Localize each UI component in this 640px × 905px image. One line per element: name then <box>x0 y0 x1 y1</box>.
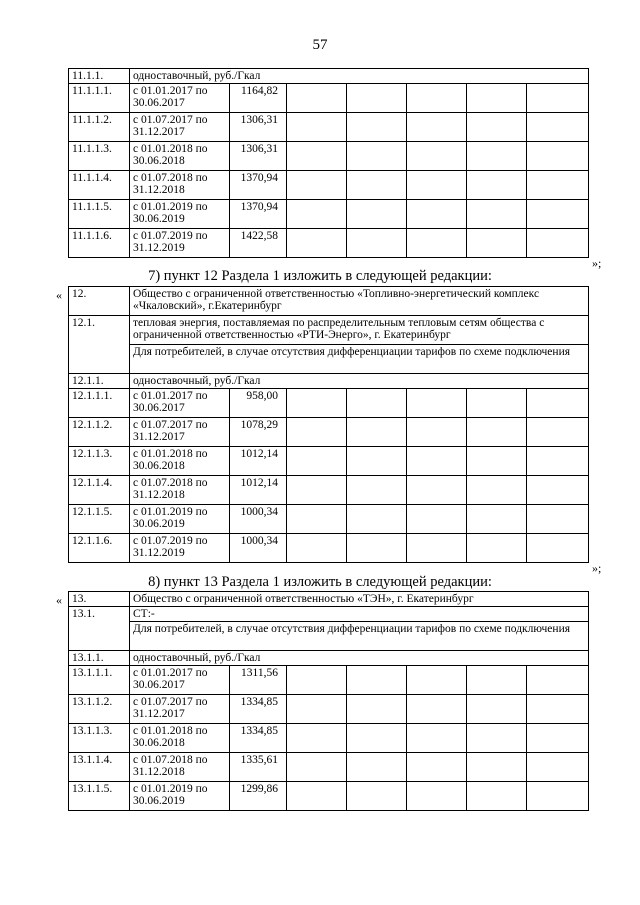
empty-cell <box>287 418 347 447</box>
empty-cell <box>347 113 407 142</box>
tariff-value: 1370,94 <box>230 200 287 229</box>
consumers-row <box>69 345 589 374</box>
empty-cell <box>287 534 347 563</box>
table-row <box>69 171 589 200</box>
empty-cell <box>527 753 589 782</box>
empty-cell <box>527 171 589 200</box>
period-cell: с 01.07.2017 по 31.12.2017 <box>130 113 230 142</box>
row-code: 11.1.1.5. <box>69 200 130 229</box>
empty-cell <box>347 782 407 811</box>
empty-cell <box>467 142 527 171</box>
row-code: 12. <box>69 287 130 316</box>
row-code: 13.1.1. <box>69 651 130 666</box>
tariff-value: 1335,61 <box>230 753 287 782</box>
empty-cell <box>287 505 347 534</box>
table-row <box>69 113 589 142</box>
empty-cell <box>287 84 347 113</box>
tariff-rows <box>69 84 589 258</box>
tariff-table-12 <box>68 286 589 563</box>
table-row <box>69 84 589 113</box>
organization-name: Общество с ограниченной ответственностью «Топливно-энергетический комплекс «Чкаловский», г.Екатеринбург <box>130 287 589 316</box>
row-code: 12.1.1. <box>69 374 130 389</box>
empty-cell <box>407 534 467 563</box>
empty-cell <box>467 389 527 418</box>
table-header-row <box>69 651 589 666</box>
tariff-type: одноставочный, руб./Гкал <box>130 651 589 666</box>
table-row <box>69 753 589 782</box>
empty-cell <box>467 476 527 505</box>
table-row <box>69 200 589 229</box>
row-code: 12.1.1.3. <box>69 447 130 476</box>
service-description: СТ:- <box>130 607 589 622</box>
empty-cell <box>527 476 589 505</box>
table-row <box>69 447 589 476</box>
consumers-row <box>69 622 589 651</box>
empty-cell <box>347 534 407 563</box>
tariff-value: 1306,31 <box>230 113 287 142</box>
empty-cell <box>407 666 467 695</box>
tariff-rows <box>69 389 589 563</box>
row-code: 12.1.1.5. <box>69 505 130 534</box>
table-header-row <box>69 374 589 389</box>
tariff-value: 1012,14 <box>230 476 287 505</box>
row-code: 13. <box>69 592 130 607</box>
table-row <box>69 666 589 695</box>
empty-cell <box>347 695 407 724</box>
tariff-value: 1000,34 <box>230 505 287 534</box>
empty-cell <box>407 229 467 258</box>
closing-quote: »; <box>592 256 602 270</box>
row-code: 11.1.1.6. <box>69 229 130 258</box>
tariff-value: 1012,14 <box>230 447 287 476</box>
empty-cell <box>527 389 589 418</box>
tariff-value: 958,00 <box>230 389 287 418</box>
period-cell: с 01.07.2018 по 31.12.2018 <box>130 171 230 200</box>
empty-cell <box>527 447 589 476</box>
row-code: 11.1.1.2. <box>69 113 130 142</box>
consumers-description: Для потребителей, в случае отсутствия дифференциации тарифов по схеме подключения <box>130 622 589 651</box>
tariff-value: 1311,56 <box>230 666 287 695</box>
empty-cell <box>407 476 467 505</box>
period-cell: с 01.01.2017 по 30.06.2017 <box>130 389 230 418</box>
row-code: 11.1.1. <box>69 69 130 84</box>
empty-cell <box>407 142 467 171</box>
empty-cell <box>527 142 589 171</box>
empty-cell <box>347 142 407 171</box>
empty-cell <box>527 695 589 724</box>
table-row <box>69 229 589 258</box>
tariff-rows <box>69 666 589 811</box>
empty-cell <box>467 418 527 447</box>
empty-cell <box>347 666 407 695</box>
empty-cell <box>347 724 407 753</box>
row-code: 13.1.1.4. <box>69 753 130 782</box>
tariff-value: 1334,85 <box>230 695 287 724</box>
empty-cell <box>467 534 527 563</box>
row-code: 12.1.1.2. <box>69 418 130 447</box>
tariff-table-11 <box>68 68 589 258</box>
empty-cell <box>287 447 347 476</box>
empty-cell <box>407 113 467 142</box>
empty-cell <box>407 200 467 229</box>
empty-cell <box>407 171 467 200</box>
period-cell: с 01.01.2019 по 30.06.2019 <box>130 200 230 229</box>
table-row <box>69 782 589 811</box>
empty-cell <box>287 724 347 753</box>
empty-cell <box>347 418 407 447</box>
period-cell: с 01.01.2018 по 30.06.2018 <box>130 724 230 753</box>
organization-row <box>69 592 589 607</box>
period-cell: с 01.01.2018 по 30.06.2018 <box>130 142 230 171</box>
section-8-heading: 8) пункт 13 Раздела 1 изложить в следующей редакции: <box>148 574 492 590</box>
tariff-type: одноставочный, руб./Гкал <box>130 69 589 84</box>
empty-cell <box>527 782 589 811</box>
empty-cell <box>467 113 527 142</box>
tariff-value: 1078,29 <box>230 418 287 447</box>
table-row <box>69 418 589 447</box>
empty-cell <box>347 505 407 534</box>
period-cell: с 01.07.2017 по 31.12.2017 <box>130 418 230 447</box>
empty-cell <box>467 447 527 476</box>
organization-name: Общество с ограниченной ответственностью «ТЭН», г. Екатеринбург <box>130 592 589 607</box>
row-code: 11.1.1.1. <box>69 84 130 113</box>
empty-cell <box>287 476 347 505</box>
empty-cell <box>407 447 467 476</box>
empty-cell <box>527 666 589 695</box>
tariff-value: 1164,82 <box>230 84 287 113</box>
empty-cell <box>467 666 527 695</box>
row-code: 12.1.1.4. <box>69 476 130 505</box>
organization-row <box>69 287 589 316</box>
period-cell: с 01.01.2017 по 30.06.2017 <box>130 84 230 113</box>
empty-cell <box>347 476 407 505</box>
table-row <box>69 476 589 505</box>
empty-cell <box>527 84 589 113</box>
empty-cell <box>407 389 467 418</box>
empty-cell <box>347 171 407 200</box>
empty-cell <box>467 695 527 724</box>
empty-cell <box>287 142 347 171</box>
row-code: 11.1.1.4. <box>69 171 130 200</box>
tariff-value: 1306,31 <box>230 142 287 171</box>
empty-cell <box>467 782 527 811</box>
closing-quote: »; <box>592 561 602 575</box>
table-header-row <box>69 69 589 84</box>
tariff-table-13 <box>68 591 589 811</box>
empty-cell <box>467 171 527 200</box>
empty-cell <box>287 200 347 229</box>
service-description: тепловая энергия, поставляемая по распределительным тепловым сетям общества с ограниченной ответственностью «РТИ-Энерго», г. Екатеринбург <box>130 316 589 345</box>
empty-cell <box>407 782 467 811</box>
period-cell: с 01.07.2018 по 31.12.2018 <box>130 476 230 505</box>
empty-cell <box>527 418 589 447</box>
empty-cell <box>467 724 527 753</box>
tariff-value: 1334,85 <box>230 724 287 753</box>
empty-cell <box>527 200 589 229</box>
empty-cell <box>347 753 407 782</box>
row-code: 11.1.1.3. <box>69 142 130 171</box>
empty-cell <box>407 753 467 782</box>
empty-cell <box>467 229 527 258</box>
empty-cell <box>407 505 467 534</box>
service-row <box>69 316 589 345</box>
table-row <box>69 505 589 534</box>
empty-cell <box>467 505 527 534</box>
row-code: 12.1. <box>69 316 130 374</box>
empty-cell <box>527 534 589 563</box>
empty-cell <box>347 200 407 229</box>
empty-cell <box>467 84 527 113</box>
empty-cell <box>527 113 589 142</box>
period-cell: с 01.01.2019 по 30.06.2019 <box>130 782 230 811</box>
empty-cell <box>287 389 347 418</box>
period-cell: с 01.07.2019 по 31.12.2019 <box>130 229 230 258</box>
empty-cell <box>527 229 589 258</box>
table-row <box>69 534 589 563</box>
empty-cell <box>527 724 589 753</box>
table-row <box>69 389 589 418</box>
empty-cell <box>407 84 467 113</box>
row-code: 13.1. <box>69 607 130 651</box>
opening-quote: « <box>56 593 62 607</box>
service-row <box>69 607 589 622</box>
empty-cell <box>407 695 467 724</box>
empty-cell <box>527 505 589 534</box>
empty-cell <box>467 200 527 229</box>
empty-cell <box>287 229 347 258</box>
empty-cell <box>287 113 347 142</box>
row-code: 13.1.1.3. <box>69 724 130 753</box>
empty-cell <box>407 418 467 447</box>
table-row <box>69 724 589 753</box>
period-cell: с 01.07.2018 по 31.12.2018 <box>130 753 230 782</box>
opening-quote: « <box>56 288 62 302</box>
empty-cell <box>287 171 347 200</box>
row-code: 12.1.1.6. <box>69 534 130 563</box>
table-row <box>69 142 589 171</box>
period-cell: с 01.07.2017 по 31.12.2017 <box>130 695 230 724</box>
empty-cell <box>347 447 407 476</box>
empty-cell <box>407 724 467 753</box>
empty-cell <box>347 84 407 113</box>
empty-cell <box>347 229 407 258</box>
empty-cell <box>287 753 347 782</box>
tariff-value: 1000,34 <box>230 534 287 563</box>
empty-cell <box>287 782 347 811</box>
period-cell: с 01.01.2019 по 30.06.2019 <box>130 505 230 534</box>
row-code: 12.1.1.1. <box>69 389 130 418</box>
period-cell: с 01.01.2018 по 30.06.2018 <box>130 447 230 476</box>
consumers-description: Для потребителей, в случае отсутствия дифференциации тарифов по схеме подключения <box>130 345 589 374</box>
period-cell: с 01.07.2019 по 31.12.2019 <box>130 534 230 563</box>
table-row <box>69 695 589 724</box>
empty-cell <box>287 695 347 724</box>
row-code: 13.1.1.1. <box>69 666 130 695</box>
tariff-value: 1299,86 <box>230 782 287 811</box>
tariff-value: 1422,58 <box>230 229 287 258</box>
empty-cell <box>467 753 527 782</box>
row-code: 13.1.1.5. <box>69 782 130 811</box>
empty-cell <box>287 666 347 695</box>
empty-cell <box>347 389 407 418</box>
tariff-type: одноставочный, руб./Гкал <box>130 374 589 389</box>
row-code: 13.1.1.2. <box>69 695 130 724</box>
tariff-value: 1370,94 <box>230 171 287 200</box>
section-7-heading: 7) пункт 12 Раздела 1 изложить в следующей редакции: <box>148 268 492 284</box>
period-cell: с 01.01.2017 по 30.06.2017 <box>130 666 230 695</box>
page-number: 57 <box>312 37 328 53</box>
